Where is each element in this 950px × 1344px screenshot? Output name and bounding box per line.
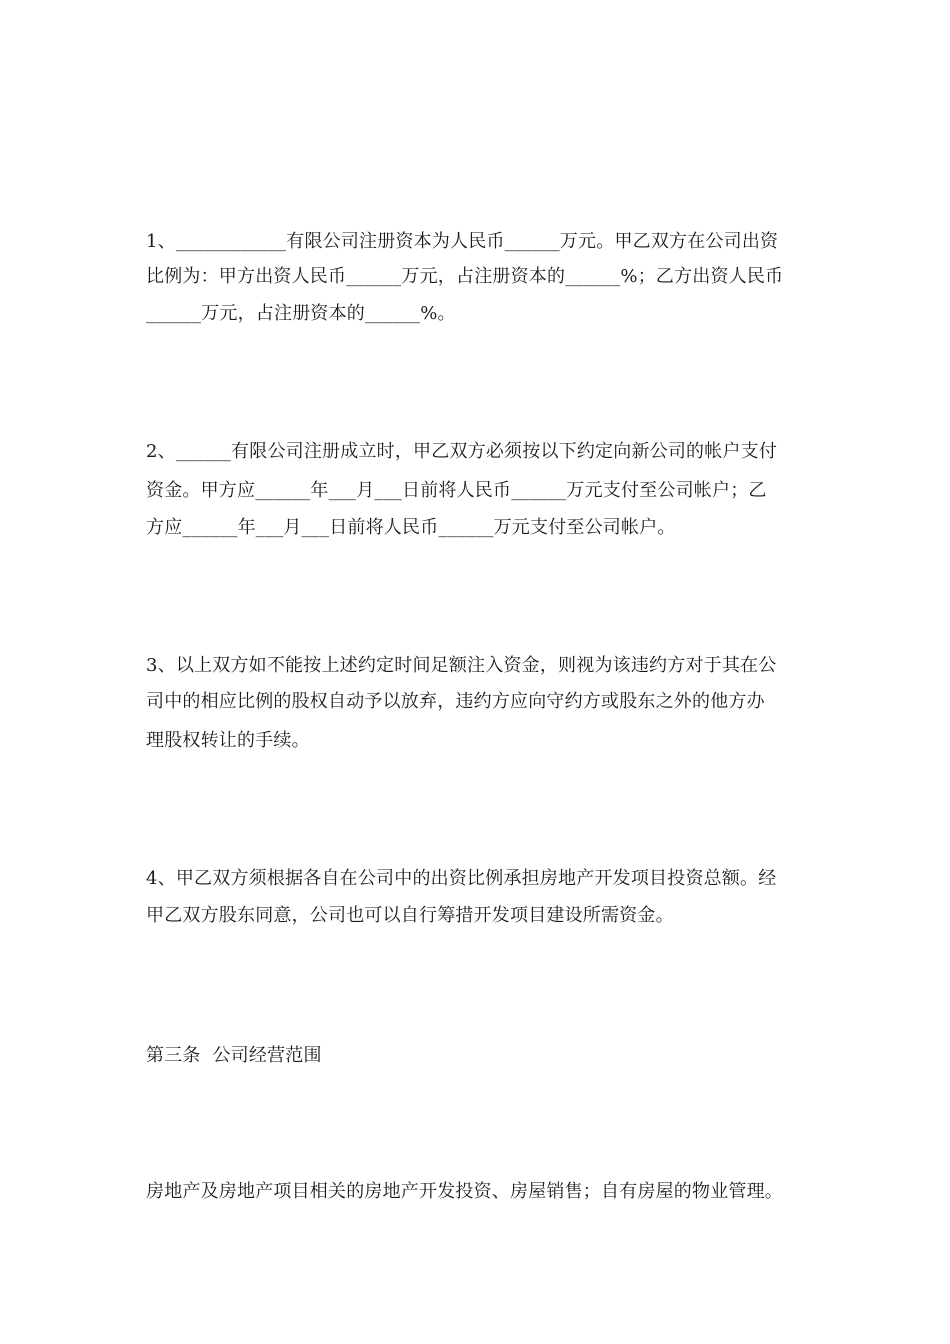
clause-1-line-2: 比例为：甲方出资人民币______万元，占注册资本的______%；乙方出资人民币	[146, 266, 784, 287]
clause-3-line-3: 理股权转让的手续。	[146, 730, 310, 751]
clause-1-line-3: ______万元，占注册资本的______%。	[146, 303, 456, 324]
clause-2-line-3: 方应______年___月___日前将人民币______万元支付至公司帐户。	[146, 517, 676, 538]
clause-3-line-1: 3、以上双方如不能按上述约定时间足额注入资金，则视为该违约方对于其在公	[146, 655, 777, 676]
clause-4-line-2: 甲乙双方股东同意，公司也可以自行筹措开发项目建设所需资金。	[146, 905, 674, 926]
business-scope-text: 房地产及房地产项目相关的房地产开发投资、房屋销售；自有房屋的物业管理。	[146, 1181, 783, 1202]
section-heading: 第三条 公司经营范围	[146, 1045, 322, 1066]
clause-4-line-1: 4、甲乙双方须根据各自在公司中的出资比例承担房地产开发项目投资总额。经	[146, 868, 777, 889]
clause-2-line-1: 2、______有限公司注册成立时，甲乙双方必须按以下约定向新公司的帐户支付	[146, 441, 778, 462]
clause-3-line-2: 司中的相应比例的股权自动予以放弃，违约方应向守约方或股东之外的他方办	[146, 691, 765, 712]
clause-1-line-1: 1、____________有限公司注册资本为人民币______万元。甲乙双方在公司出资	[146, 231, 779, 252]
clause-2-line-2: 资金。甲方应______年___月___日前将人民币______万元支付至公司帐户；乙	[146, 480, 767, 501]
